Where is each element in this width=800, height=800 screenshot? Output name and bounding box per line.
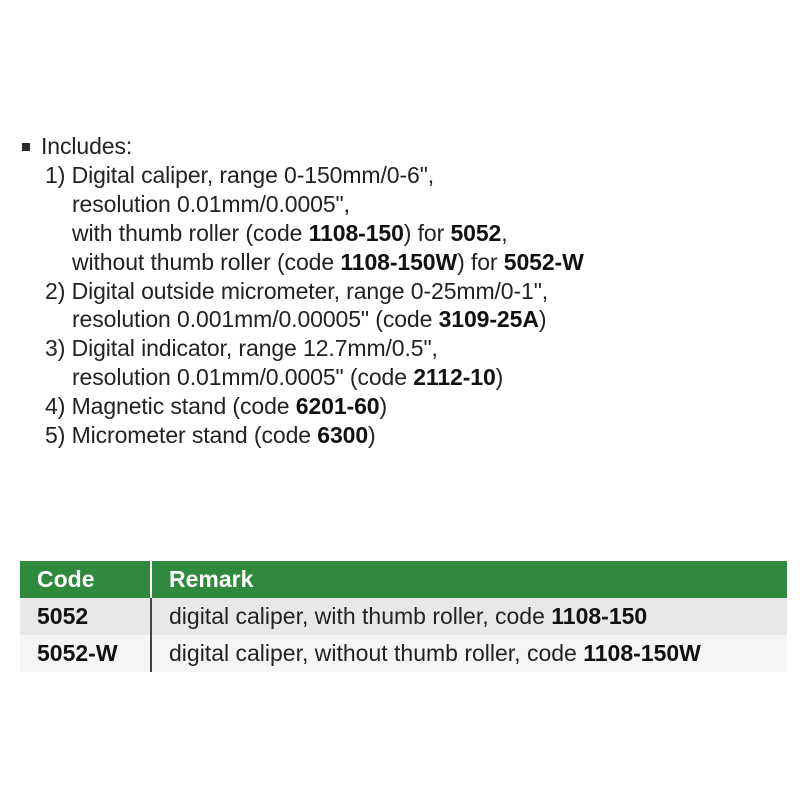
remark-text: digital caliper, without thumb roller, code [169, 640, 584, 666]
item-line [45, 161, 780, 190]
product-code: 2112-10 [413, 364, 496, 391]
item-number: 4) [45, 393, 66, 420]
code-remark-table [20, 561, 787, 672]
model-code: 5052 [450, 219, 502, 246]
item-text: resolution 0.001mm/0.00005" (code [72, 306, 439, 333]
item-line [45, 219, 780, 248]
item-number: 2) [45, 277, 66, 304]
remark-code: 1108-150 [551, 603, 648, 629]
item-text: ) [495, 364, 504, 391]
item-line [45, 421, 780, 450]
item-line [45, 334, 780, 363]
remark-code: 1108-150W [583, 640, 701, 666]
includes-heading: Includes: [41, 133, 133, 159]
item-number: 1) [45, 161, 66, 188]
item-text: without thumb roller (code [72, 248, 341, 275]
includes-item-4 [20, 392, 780, 421]
item-number: 5) [45, 422, 66, 449]
product-code: 3109-25A [438, 306, 539, 333]
remark-text: digital caliper, with thumb roller, code [169, 603, 552, 629]
includes-item-3 [20, 334, 780, 392]
includes-section [20, 132, 780, 450]
product-code: 1108-150W [340, 248, 458, 275]
product-code: 6300 [317, 422, 369, 449]
item-text: ) [538, 306, 547, 333]
item-text: Digital outside micrometer, range 0-25mm/0-1", [71, 277, 549, 304]
item-line [45, 248, 780, 277]
item-text: Digital caliper, range 0-150mm/0-6", [71, 161, 435, 188]
includes-item-5 [20, 421, 780, 450]
product-code: 1108-150 [308, 219, 404, 246]
item-line [45, 363, 780, 392]
item-line [45, 190, 780, 219]
item-text: with thumb roller (code [72, 219, 309, 246]
item-text: ) [379, 393, 388, 420]
product-code: 6201-60 [295, 393, 380, 420]
includes-item-2 [20, 277, 780, 335]
item-text: ) for [403, 219, 451, 246]
item-line [45, 392, 780, 421]
item-line [45, 277, 780, 306]
includes-heading-line [20, 132, 780, 161]
item-text: ) [368, 422, 376, 449]
column-header-remark: Remark [151, 561, 787, 598]
table-row [20, 635, 787, 672]
includes-item-1 [20, 161, 780, 277]
table-row [20, 598, 787, 635]
item-text: resolution 0.01mm/0.0005", [72, 190, 350, 217]
item-text: Micrometer stand (code [71, 422, 318, 449]
table-header-row [20, 561, 787, 598]
item-text: Digital indicator, range 12.7mm/0.5", [71, 335, 438, 362]
square-bullet-icon [22, 143, 30, 151]
table-cell-remark [151, 598, 787, 635]
item-line [45, 305, 780, 334]
item-text: , [501, 219, 508, 246]
item-text: Magnetic stand (code [71, 393, 296, 420]
item-text: ) for [457, 248, 504, 275]
column-header-code: Code [20, 561, 151, 598]
table-cell-remark [151, 635, 787, 672]
table-cell-code: 5052 [20, 598, 151, 635]
table-cell-code: 5052-W [20, 635, 151, 672]
model-code: 5052-W [503, 248, 584, 275]
item-number: 3) [45, 335, 66, 362]
item-text: resolution 0.01mm/0.0005" (code [72, 364, 414, 391]
